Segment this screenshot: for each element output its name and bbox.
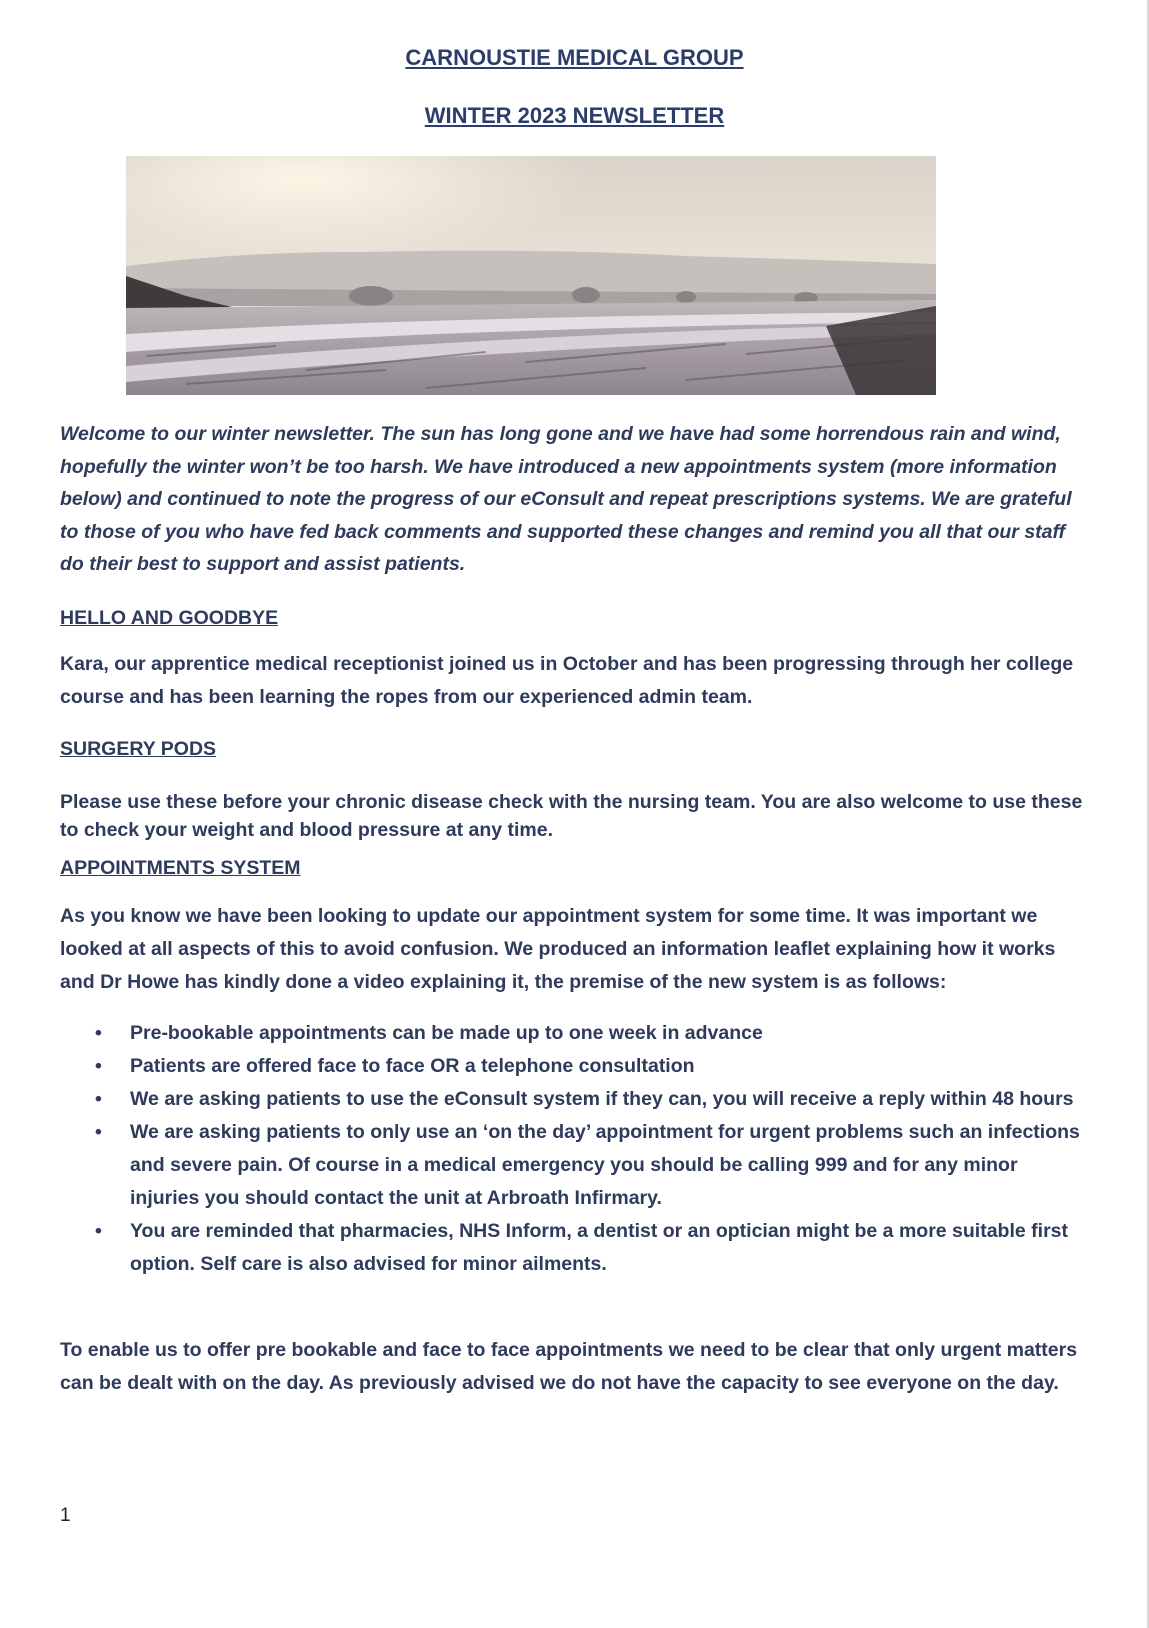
- bullet-glyph: •: [95, 1220, 102, 1242]
- surgery-pods-body: Please use these before your chronic disease check with the nursing team. You are also welcome to use these to check your weight and blood pressure at any time.: [60, 791, 1083, 841]
- appointments-system-body: As you know we have been looking to update our appointment system for some time. It was important we looked at all aspects of this to avoid confusion. We produced an information leaflet explaining how it works and Dr Howe has kindly done a video explaining it, the premise of the new system is as follows:: [60, 905, 1056, 993]
- intro-paragraph: Welcome to our winter newsletter. The sun has long gone and we have had some horrendous rain and wind, hopefully the winter won’t be too harsh. We have introduced a new appointments system (more information below) and continued to note the progress of our eConsult and repeat prescriptions systems. We are grateful to those of you who have fed back comments and supported these changes and remind you all that our staff do their best to support and assist patients.: [60, 423, 1072, 575]
- bullet-glyph: •: [95, 1121, 102, 1143]
- appointments-system-heading: APPOINTMENTS SYSTEM: [60, 857, 301, 879]
- appointments-bullet-list: [60, 1017, 1090, 1281]
- surgery-pods-heading: SURGERY PODS: [60, 738, 217, 760]
- hello-goodbye-body: Kara, our apprentice medical receptionist joined us in October and has been progressing through her college course and has been learning the ropes from our experienced admin team.: [60, 653, 1074, 708]
- winter-landscape-photo: [126, 156, 936, 395]
- list-item: • Patients are offered face to face OR a telephone consultation: [60, 1050, 1090, 1083]
- list-item: • We are asking patients to only use an ‘on the day’ appointment for urgent problems such an infections and severe pain. Of course in a medical emergency you should be calling 999 and for any minor injuries you should contact the unit at Arbroath Infirmary.: [60, 1116, 1090, 1215]
- bullet-glyph: •: [95, 1022, 102, 1044]
- list-item: • You are reminded that pharmacies, NHS Inform, a dentist or an optician might be a more suitable first option. Self care is also advised for minor ailments.: [60, 1215, 1090, 1281]
- bullet-glyph: •: [95, 1055, 102, 1077]
- list-item: • Pre-bookable appointments can be made up to one week in advance: [60, 1017, 1090, 1050]
- list-item: • We are asking patients to use the eConsult system if they can, you will receive a reply within 48 hours: [60, 1083, 1090, 1116]
- hello-goodbye-heading: HELLO AND GOODBYE: [60, 607, 279, 629]
- page-number: 1: [60, 1505, 71, 1526]
- org-title: CARNOUSTIE MEDICAL GROUP: [405, 45, 744, 70]
- newsletter-title: WINTER 2023 NEWSLETTER: [424, 103, 725, 128]
- bullet-glyph: •: [95, 1088, 102, 1110]
- appointments-closing-paragraph: To enable us to offer pre bookable and face to face appointments we need to be clear that only urgent matters can be dealt with on the day. As previously advised we do not have the capacity to see everyone on the day.: [60, 1339, 1078, 1394]
